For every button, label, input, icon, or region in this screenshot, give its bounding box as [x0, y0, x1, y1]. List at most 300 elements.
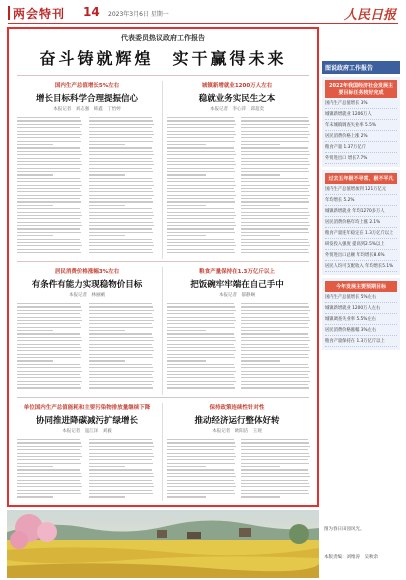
- text-line: [241, 161, 309, 162]
- text-line: [241, 439, 308, 440]
- text-line: [167, 141, 235, 142]
- text-line: [241, 198, 308, 199]
- text-line: [17, 350, 82, 351]
- text-line: [167, 364, 234, 365]
- text-line: [241, 178, 308, 179]
- stat-item: 城镇新增就业 年均1270多万人: [325, 206, 397, 217]
- text-line: [241, 387, 309, 388]
- text-line: [89, 317, 153, 318]
- text-line: [167, 354, 234, 355]
- text-line: [167, 357, 235, 358]
- text-line: [167, 198, 234, 199]
- text-line: [17, 181, 81, 182]
- text-line: [241, 449, 308, 450]
- text-line: [241, 239, 308, 240]
- stats-box-targets: [322, 278, 400, 350]
- text-line: [17, 124, 82, 125]
- stat-item: 粮食产量 1.37万亿斤: [325, 142, 397, 153]
- article-2-head: [167, 81, 307, 112]
- text-line: [241, 442, 309, 443]
- text-line: [241, 357, 309, 358]
- text-line: [17, 439, 80, 440]
- text-line: [167, 469, 234, 470]
- text-line: [17, 371, 82, 372]
- text-line: [167, 327, 235, 328]
- page-editors: 本版责编：刘维涛 吴秋余: [324, 555, 378, 560]
- text-line: [241, 249, 308, 250]
- text-line: [241, 228, 308, 229]
- stat-item: 年均增长 5.2%: [325, 195, 397, 206]
- text-line: [89, 323, 152, 324]
- issue-date: 2023年3月6日 星期一: [108, 11, 169, 18]
- text-line: [241, 310, 310, 311]
- text-line: [89, 493, 153, 494]
- text-line: [17, 463, 81, 464]
- text-line: [167, 117, 234, 118]
- text-line: [17, 208, 80, 209]
- text-line: [17, 486, 82, 487]
- article-byline: 本报记者 寇江泽 刘毅: [62, 429, 112, 434]
- text-line: [89, 446, 154, 447]
- text-line: [17, 340, 82, 341]
- text-line: [167, 310, 236, 311]
- article-1-body: [17, 117, 83, 257]
- article-subtitle: 粮食产量保持在1.3万亿斤以上: [199, 269, 275, 275]
- text-line: [167, 191, 235, 192]
- text-line: [89, 141, 153, 142]
- text-line: [89, 350, 154, 351]
- text-line: [89, 303, 152, 304]
- text-line: [241, 205, 280, 206]
- text-line: [89, 439, 152, 440]
- text-line: [241, 127, 308, 128]
- text-line: [167, 245, 236, 246]
- text-line: [17, 310, 82, 311]
- text-line: [89, 171, 153, 172]
- text-line: [89, 252, 153, 253]
- text-line: [89, 249, 152, 250]
- text-line: [241, 340, 310, 341]
- text-line: [89, 131, 153, 132]
- text-line: [241, 242, 309, 243]
- text-line: [241, 364, 308, 365]
- text-line: [167, 476, 236, 477]
- headline: 奋斗铸就辉煌 实干赢得未来: [39, 49, 287, 68]
- text-line: [241, 344, 308, 345]
- text-line: [89, 228, 152, 229]
- text-line: [167, 347, 235, 348]
- text-line: [89, 384, 152, 385]
- text-line: [167, 137, 234, 138]
- text-line: [241, 306, 309, 307]
- text-line: [167, 171, 235, 172]
- text-line: [241, 347, 309, 348]
- text-line: [17, 178, 80, 179]
- text-line: [89, 371, 154, 372]
- text-line: [167, 239, 234, 240]
- text-line: [167, 466, 206, 467]
- text-line: [89, 154, 154, 155]
- text-line: [167, 181, 235, 182]
- text-line: [89, 337, 153, 338]
- text-line: [17, 480, 80, 481]
- text-line: [17, 303, 80, 304]
- text-line: [167, 320, 236, 321]
- text-line: [167, 232, 235, 233]
- text-line: [241, 381, 310, 382]
- text-line: [241, 232, 309, 233]
- text-line: [167, 480, 234, 481]
- text-line: [241, 222, 309, 223]
- text-line: [167, 303, 234, 304]
- text-line: [241, 483, 309, 484]
- text-line: [167, 306, 235, 307]
- text-line: [241, 137, 308, 138]
- text-line: [167, 442, 235, 443]
- text-line: [17, 249, 80, 250]
- text-line: [167, 228, 234, 229]
- text-line: [89, 205, 125, 206]
- text-line: [89, 313, 152, 314]
- text-line: [89, 181, 153, 182]
- text-line: [167, 350, 236, 351]
- text-line: [241, 124, 310, 125]
- text-line: [17, 473, 81, 474]
- stat-item: 外贸进出口总额 年均增长8.6%: [325, 250, 397, 261]
- text-line: [17, 446, 82, 447]
- article-2-body: [241, 117, 311, 257]
- text-line: [167, 185, 236, 186]
- text-line: [17, 131, 81, 132]
- text-line: [17, 185, 82, 186]
- text-line: [241, 191, 309, 192]
- text-line: [89, 161, 153, 162]
- text-line: [17, 381, 82, 382]
- article-1-body: [89, 117, 155, 257]
- text-line: [17, 191, 81, 192]
- stats-list: [325, 98, 397, 164]
- article-6-body: [241, 439, 311, 501]
- divider: [17, 75, 309, 76]
- text-line: [241, 147, 308, 148]
- text-line: [167, 208, 234, 209]
- text-line: [241, 171, 309, 172]
- text-line: [89, 330, 125, 331]
- text-line: [17, 384, 80, 385]
- text-line: [17, 171, 81, 172]
- article-title: 把饭碗牢牢端在自己手中: [190, 280, 284, 290]
- text-line: [167, 151, 235, 152]
- text-line: [17, 320, 82, 321]
- text-line: [241, 466, 280, 467]
- text-line: [167, 381, 236, 382]
- text-line: [89, 320, 154, 321]
- text-line: [167, 168, 234, 169]
- text-line: [241, 174, 280, 175]
- article-5-body: [89, 439, 155, 501]
- box-title: 2022年我国经济社会发展主要目标任务较好完成: [325, 80, 397, 98]
- text-line: [89, 453, 153, 454]
- column-divider: [162, 81, 163, 259]
- text-line: [241, 134, 310, 135]
- article-title: 协同推进降碳减污扩绿增长: [35, 416, 138, 426]
- text-line: [167, 333, 234, 334]
- text-line: [167, 218, 234, 219]
- text-line: [17, 134, 82, 135]
- text-line: [241, 235, 280, 236]
- text-line: [167, 188, 234, 189]
- text-line: [167, 164, 236, 165]
- text-line: [241, 377, 309, 378]
- text-line: [241, 215, 310, 216]
- text-line: [89, 215, 154, 216]
- article-1-head: [17, 81, 157, 112]
- article-subtitle: 保持政策连续性针对性: [209, 405, 265, 411]
- text-line: [167, 496, 206, 497]
- text-line: [167, 317, 235, 318]
- text-line: [17, 306, 81, 307]
- stat-item: 国内生产总值增长 5%左右: [325, 292, 397, 303]
- text-line: [167, 449, 234, 450]
- text-line: [241, 185, 310, 186]
- newspaper-logo: 人民日报: [343, 8, 396, 23]
- text-line: [89, 306, 153, 307]
- text-line: [167, 222, 235, 223]
- text-line: [17, 476, 82, 477]
- text-line: [89, 463, 153, 464]
- text-line: [241, 212, 309, 213]
- text-line: [17, 493, 81, 494]
- page-header: [0, 0, 406, 26]
- text-line: [17, 232, 81, 233]
- text-line: [89, 344, 152, 345]
- stat-item: 粮食产量保持在 1.3万亿斤以上: [325, 336, 397, 347]
- text-line: [89, 201, 153, 202]
- text-line: [17, 357, 81, 358]
- text-line: [17, 377, 81, 378]
- text-line: [17, 218, 80, 219]
- text-line: [17, 168, 80, 169]
- text-line: [241, 168, 308, 169]
- text-line: [241, 320, 310, 321]
- text-line: [89, 127, 152, 128]
- text-line: [241, 195, 310, 196]
- stat-item: 居民消费价格上涨 2%: [325, 131, 397, 142]
- text-line: [17, 483, 81, 484]
- text-line: [17, 198, 80, 199]
- text-line: [167, 446, 236, 447]
- text-line: [89, 124, 154, 125]
- text-line: [241, 330, 280, 331]
- text-line: [17, 174, 53, 175]
- text-line: [17, 225, 82, 226]
- divider: [17, 397, 309, 398]
- text-line: [167, 124, 236, 125]
- header-accent-bar: [8, 6, 10, 20]
- text-line: [167, 340, 236, 341]
- text-line: [167, 337, 235, 338]
- text-line: [17, 141, 81, 142]
- text-line: [89, 191, 153, 192]
- infographic-title: 图说政府工作报告: [322, 61, 400, 74]
- text-line: [167, 313, 234, 314]
- text-line: [167, 360, 206, 361]
- text-line: [89, 235, 125, 236]
- text-line: [167, 215, 236, 216]
- text-line: [89, 354, 152, 355]
- text-line: [167, 330, 206, 331]
- text-line: [241, 245, 310, 246]
- text-line: [241, 158, 308, 159]
- text-line: [17, 387, 81, 388]
- text-line: [241, 337, 309, 338]
- text-line: [241, 313, 308, 314]
- article-2-body: [167, 117, 237, 257]
- text-line: [17, 327, 81, 328]
- divider: [17, 261, 309, 262]
- stat-item: 居民消费价格涨幅 3%左右: [325, 325, 397, 336]
- text-line: [89, 198, 152, 199]
- text-line: [167, 371, 236, 372]
- text-line: [17, 367, 81, 368]
- text-line: [89, 377, 153, 378]
- text-line: [89, 327, 153, 328]
- text-line: [167, 131, 235, 132]
- text-line: [89, 496, 125, 497]
- column-divider: [162, 267, 163, 395]
- text-line: [241, 151, 309, 152]
- text-line: [241, 360, 280, 361]
- text-line: [89, 483, 153, 484]
- text-line: [17, 147, 80, 148]
- text-line: [89, 245, 154, 246]
- article-3-body: [89, 303, 155, 393]
- text-line: [89, 333, 152, 334]
- text-line: [241, 188, 308, 189]
- text-line: [89, 188, 152, 189]
- article-6-body: [167, 439, 237, 501]
- text-line: [167, 384, 234, 385]
- text-line: [241, 317, 309, 318]
- text-line: [89, 137, 152, 138]
- text-line: [241, 120, 309, 121]
- stat-item: 研发投入强度 提高到2.5%以上: [325, 239, 397, 250]
- text-line: [89, 364, 152, 365]
- section-title: 两会特刊: [13, 7, 66, 21]
- text-line: [89, 195, 154, 196]
- text-line: [17, 469, 80, 470]
- text-line: [17, 459, 80, 460]
- text-line: [17, 347, 81, 348]
- text-line: [167, 367, 235, 368]
- article-byline: 本报记者 郁静娴: [219, 293, 255, 298]
- text-line: [167, 158, 234, 159]
- text-line: [167, 387, 235, 388]
- text-line: [17, 360, 53, 361]
- text-line: [241, 117, 308, 118]
- stats-box-2022: [322, 77, 400, 167]
- text-line: [241, 367, 309, 368]
- article-byline: 本报记者 林丽鹂: [69, 293, 105, 298]
- text-line: [167, 252, 235, 253]
- text-line: [167, 127, 234, 128]
- text-line: [167, 459, 234, 460]
- text-line: [241, 371, 310, 372]
- text-line: [17, 215, 82, 216]
- text-line: [17, 151, 81, 152]
- text-line: [17, 212, 81, 213]
- article-title: 稳就业务实民生之本: [198, 94, 276, 104]
- text-line: [89, 340, 154, 341]
- text-line: [241, 480, 308, 481]
- text-line: [167, 225, 236, 226]
- text-line: [17, 201, 81, 202]
- text-line: [17, 154, 82, 155]
- text-line: [17, 127, 80, 128]
- text-line: [89, 212, 153, 213]
- text-line: [241, 476, 310, 477]
- text-line: [89, 459, 152, 460]
- photo-caption: 图为春日田园风光。: [324, 527, 365, 532]
- stat-item: 国内生产总值增长 3%: [325, 98, 397, 109]
- text-line: [17, 252, 81, 253]
- text-line: [167, 344, 234, 345]
- text-line: [17, 188, 80, 189]
- article-byline: 本报记者 刘志强 韩鑫 丁怡婷: [53, 107, 121, 112]
- text-line: [89, 360, 125, 361]
- text-line: [89, 151, 153, 152]
- text-line: [167, 439, 234, 440]
- text-line: [167, 201, 235, 202]
- text-line: [167, 486, 236, 487]
- text-line: [17, 374, 80, 375]
- stat-item: 国内生产总值增加到 121万亿元: [325, 184, 397, 195]
- text-line: [17, 242, 81, 243]
- text-line: [89, 225, 154, 226]
- text-line: [17, 354, 80, 355]
- article-title: 有条件有能力实现稳物价目标: [31, 280, 143, 290]
- text-line: [241, 208, 308, 209]
- article-byline: 本报记者 欧阳洁 王观: [212, 429, 262, 434]
- text-line: [89, 232, 153, 233]
- text-line: [89, 476, 154, 477]
- text-line: [89, 239, 152, 240]
- text-line: [167, 490, 234, 491]
- text-line: [167, 493, 235, 494]
- text-line: [89, 387, 153, 388]
- stat-item: 城镇调查失业率 5.5%左右: [325, 314, 397, 325]
- text-line: [167, 463, 235, 464]
- text-line: [167, 235, 206, 236]
- text-line: [167, 323, 234, 324]
- text-line: [241, 459, 308, 460]
- text-line: [167, 377, 235, 378]
- stat-item: 城镇新增就业 1206万人: [325, 109, 397, 120]
- text-line: [89, 147, 152, 148]
- article-5-body: [17, 439, 83, 501]
- box-title: 今年发展主要预期目标: [325, 281, 397, 292]
- text-line: [167, 178, 234, 179]
- article-subtitle: 国内生产总值增长5%左右: [54, 83, 120, 89]
- text-line: [89, 242, 153, 243]
- text-line: [167, 456, 236, 457]
- text-line: [241, 131, 309, 132]
- text-line: [17, 317, 81, 318]
- text-line: [241, 333, 308, 334]
- text-line: [89, 367, 153, 368]
- text-line: [167, 473, 235, 474]
- text-line: [89, 222, 153, 223]
